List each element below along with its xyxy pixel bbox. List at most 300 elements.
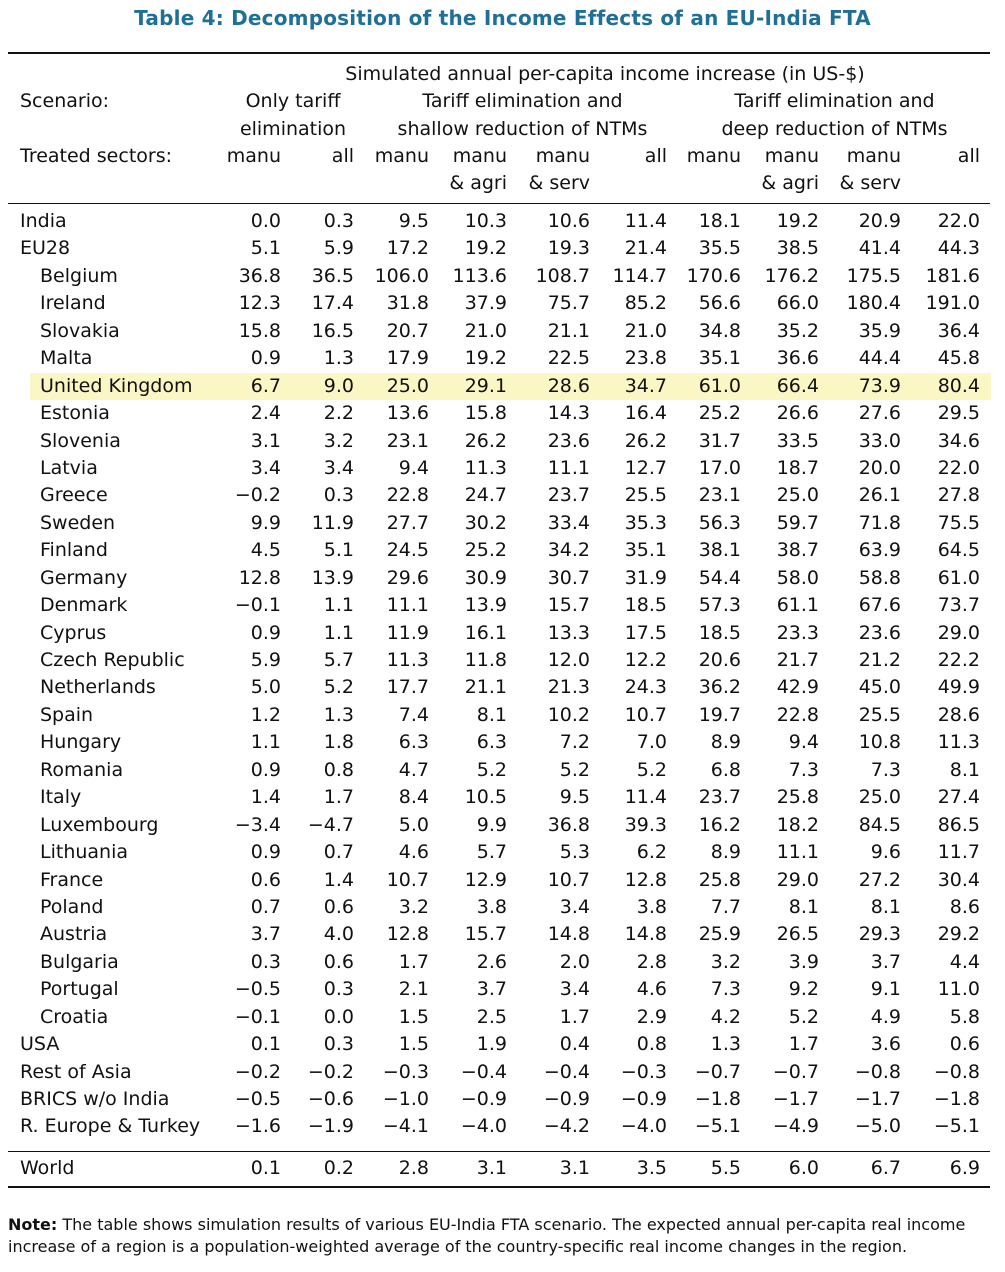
table-row [0,1059,1005,1086]
table-cell: 0.9 [250,347,281,370]
table-body [0,208,1005,1141]
table-cell: 5.2 [788,1005,819,1028]
table-cell: 25.0 [858,786,901,809]
table-cell: 11.7 [937,841,980,864]
table-cell: 4.7 [398,758,429,781]
table-cell: −0.3 [382,1060,429,1083]
table-cell: 7.3 [710,978,741,1001]
table-cell: 0.8 [636,1033,667,1056]
table-cell: 35.5 [698,237,741,260]
table-cell: −4.1 [382,1115,429,1138]
column-header: manu [374,145,429,167]
table-cell: 21.2 [858,649,901,671]
table-cell: 0.6 [949,1033,980,1056]
table-row [0,1113,1005,1140]
table-cell: 27.2 [858,868,901,891]
table-cell: 25.0 [386,374,429,397]
table-cell: 25.9 [698,923,741,946]
table-cell: −0.4 [460,1060,507,1083]
row-label: Spain [40,703,94,726]
table-cell: 29.2 [937,923,980,946]
row-label: France [40,868,104,891]
table-cell: 1.1 [250,731,281,754]
table-cell: −0.1 [234,1005,281,1028]
table-cell: 35.2 [776,319,819,342]
table-cell: 75.7 [547,292,590,315]
table-cell: 16.5 [311,319,354,342]
table-row [0,400,1005,427]
table-cell: 63.9 [858,539,901,562]
table-cell: 1.3 [710,1033,741,1056]
table-cell: −1.7 [854,1088,901,1110]
table-cell: 1.8 [323,731,354,754]
table-cell: 0.6 [323,895,354,918]
table-cell: 0.3 [250,950,281,973]
table-cell: 30.9 [464,566,507,589]
table-cell: 3.1 [250,429,281,452]
table-cell: 1.1 [323,621,354,644]
table-cell: −4.9 [772,1115,819,1138]
header-group1-line1: Only tariff [245,90,341,112]
table-cell: −4.0 [460,1115,507,1138]
table-cell: 2.1 [398,978,429,1001]
table-cell: 11.3 [386,649,429,671]
table-cell: 58.8 [858,566,901,589]
table-cell: 27.6 [858,402,901,425]
table-cell: 106.0 [374,264,429,287]
table-cell: 0.9 [250,758,281,781]
table-cell: 17.4 [311,292,354,315]
table-row [0,345,1005,372]
table-cell: 25.5 [858,703,901,726]
table-cell: 3.8 [636,895,667,918]
table-cell: −0.7 [772,1060,819,1083]
table-cell: 19.3 [547,237,590,260]
table-cell: 5.1 [323,539,354,562]
table-cell: 25.8 [698,868,741,891]
table-cell: 0.0 [323,1005,354,1028]
header-group2-line2: shallow reduction of NTMs [397,118,648,140]
table-cell: 9.5 [398,210,429,232]
table-cell: 5.2 [636,758,667,781]
table-row [0,647,1005,674]
table-row [0,757,1005,784]
table-cell: 61.1 [776,594,819,617]
column-header: manu [686,145,741,167]
row-label: Slovenia [40,429,121,452]
table-cell: 23.7 [698,786,741,809]
table-cell: 10.7 [386,868,429,891]
table-cell: 9.4 [788,731,819,754]
table-cell: 38.7 [776,539,819,562]
table-cell: 36.8 [547,813,590,836]
column-header: all [644,145,667,167]
row-label: Germany [40,566,128,589]
table-cell: 73.7 [937,594,980,617]
table-cell: 25.0 [776,484,819,507]
table-cell: 8.1 [949,758,980,781]
row-label: USA [20,1033,60,1056]
table-cell: 7.7 [710,895,741,918]
table-cell: −0.2 [234,484,281,507]
table-row [0,784,1005,811]
table-cell: −0.2 [234,1060,281,1083]
note-text: The table shows simulation results of various EU-India FTA scenario. The expected annual per-capita real income increase of a region is a population-weighted average of the country-specific real income changes in the region. [8,1215,966,1256]
table-row [0,510,1005,537]
header-rule [8,203,990,204]
table-cell: 31.7 [698,429,741,452]
table-cell: 18.7 [776,456,819,479]
bottom-rule [8,1186,990,1188]
header-group2-line1: Tariff elimination and [422,90,623,112]
table-cell: 80.4 [937,374,980,397]
table-cell: 34.7 [624,374,667,397]
table-cell: 23.7 [547,484,590,507]
table-cell: 21.3 [547,676,590,699]
table-cell: 9.6 [870,841,901,864]
table-cell: 66.0 [776,292,819,315]
table-cell: −0.8 [854,1060,901,1083]
table-cell: 6.2 [636,841,667,864]
table-cell: 6.7 [870,1157,901,1179]
table-cell: −0.5 [234,1088,281,1110]
table-cell: −3.4 [234,813,281,836]
table-cell: 11.4 [624,786,667,809]
table-cell: 8.1 [870,895,901,918]
table-cell: 75.5 [937,511,980,534]
table-cell: 5.3 [559,841,590,864]
table-cell: 21.0 [624,319,667,342]
table-cell: 41.4 [858,237,901,260]
table-cell: 36.5 [311,264,354,287]
table-cell: −0.3 [620,1060,667,1083]
table-cell: 61.0 [937,566,980,589]
table-cell: 29.0 [937,621,980,644]
note-label: Note: [8,1215,58,1234]
table-cell: 3.4 [559,895,590,918]
table-cell: 35.1 [624,539,667,562]
table-cell: 1.7 [559,1005,590,1028]
table-cell: 0.8 [323,758,354,781]
table-cell: 0.0 [250,210,281,232]
table-cell: 20.7 [386,319,429,342]
row-label: Portugal [40,978,119,1001]
table-cell: 7.3 [788,758,819,781]
row-label: Hungary [40,731,122,754]
column-header: manu [452,145,507,167]
row-label: World [20,1157,75,1179]
table-cell: 0.3 [323,1033,354,1056]
table-cell: 12.8 [624,868,667,891]
table-cell: 4.0 [323,923,354,946]
table-cell: 114.7 [612,264,667,287]
table-cell: 25.2 [464,539,507,562]
table-row [0,455,1005,482]
table-cell: −0.8 [933,1060,980,1083]
table-cell: 15.8 [238,319,281,342]
table-cell: 44.3 [937,237,980,260]
table-cell: 113.6 [452,264,507,287]
table-cell: 24.7 [464,484,507,507]
table-row [0,592,1005,619]
table-cell: 3.5 [636,1157,667,1179]
table-cell: 12.3 [238,292,281,315]
table-row [0,290,1005,317]
table-cell: 45.0 [858,676,901,699]
table-cell: 25.5 [624,484,667,507]
table-cell: 20.6 [698,649,741,671]
table-cell: 10.7 [624,703,667,726]
table-cell: 9.5 [559,786,590,809]
column-header: manu [846,145,901,167]
table-row [0,1004,1005,1031]
row-label: Sweden [40,511,116,534]
table-cell: −4.7 [307,813,354,836]
table-cell: 2.8 [398,1157,429,1179]
table-cell: 2.6 [476,950,507,973]
table-cell: 22.0 [937,210,980,232]
table-cell: 3.2 [398,895,429,918]
table-cell: 3.4 [323,456,354,479]
table-cell: 49.9 [937,676,980,699]
table-cell: 9.0 [323,374,354,397]
table-cell: −0.9 [460,1088,507,1110]
column-subheader: & serv [528,172,590,194]
table-cell: 10.7 [547,868,590,891]
table-row-highlighted [30,373,991,400]
table-cell: 10.2 [547,703,590,726]
table-cell: 5.2 [323,676,354,699]
table-cell: 35.1 [698,347,741,370]
table-cell: 5.9 [323,237,354,260]
table-cell: 3.4 [559,978,590,1001]
table-cell: 2.4 [250,402,281,425]
table-cell: 27.4 [937,786,980,809]
table-cell: 11.3 [464,456,507,479]
row-label: Netherlands [40,676,156,699]
table-cell: 6.8 [710,758,741,781]
table-cell: 6.7 [250,374,281,397]
header-treated-label: Treated sectors: [20,145,172,167]
row-label: United Kingdom [40,374,193,397]
table-cell: 42.9 [776,676,819,699]
table-cell: 14.3 [547,402,590,425]
table-row [0,318,1005,345]
table-row [0,812,1005,839]
table-cell: 5.0 [398,813,429,836]
table-cell: 16.1 [464,621,507,644]
table-cell: 45.8 [937,347,980,370]
table-cell: 5.7 [476,841,507,864]
table-cell: 11.1 [547,456,590,479]
table-cell: 66.4 [776,374,819,397]
table-cell: 0.6 [323,950,354,973]
table-cell: 12.2 [624,649,667,671]
table-cell: 12.8 [238,566,281,589]
table-row [0,1086,1005,1113]
table-cell: 5.1 [250,237,281,260]
table-cell: 7.0 [636,731,667,754]
table-cell: 5.9 [250,649,281,671]
table-cell: 15.8 [464,402,507,425]
table-row [0,839,1005,866]
table-cell: 23.1 [698,484,741,507]
row-label: BRICS w/o India [20,1088,170,1110]
table-cell: 5.0 [250,676,281,699]
row-label: Greece [40,484,108,507]
table-cell: 14.8 [624,923,667,946]
row-label: Malta [40,347,93,370]
table-cell: 54.4 [698,566,741,589]
table-cell: 10.6 [547,210,590,232]
table-cell: 5.2 [559,758,590,781]
header-group1-line2: elimination [239,118,347,140]
table-cell: 26.5 [776,923,819,946]
table-cell: 27.7 [386,511,429,534]
table-cell: 58.0 [776,566,819,589]
table-cell: 8.4 [398,786,429,809]
row-label: Estonia [40,402,110,425]
table-cell: 73.9 [858,374,901,397]
table-cell: 1.4 [323,868,354,891]
table-cell: 36.6 [776,347,819,370]
table-cell: 61.0 [698,374,741,397]
table-cell: −4.0 [620,1115,667,1138]
header-group3-line1: Tariff elimination and [734,90,935,112]
table-cell: 71.8 [858,511,901,534]
table-cell: 13.6 [386,402,429,425]
table-cell: 35.3 [624,511,667,534]
table-cell: −0.1 [234,594,281,617]
table-row [0,949,1005,976]
table-row [0,976,1005,1003]
header-group3-line2: deep reduction of NTMs [721,118,948,140]
table-cell: 1.5 [398,1005,429,1028]
table-cell: −1.0 [382,1088,429,1110]
table-cell: 15.7 [464,923,507,946]
table-cell: −5.0 [854,1115,901,1138]
table-row [0,674,1005,701]
world-rule [8,1151,990,1152]
table-cell: 175.5 [846,264,901,287]
table-cell: 8.1 [476,703,507,726]
table-cell: 23.6 [547,429,590,452]
table-cell: 0.7 [323,841,354,864]
table-row [0,894,1005,921]
table-cell: 33.0 [858,429,901,452]
column-header: manu [764,145,819,167]
table-cell: −0.6 [307,1088,354,1110]
table-cell: 15.7 [547,594,590,617]
table-cell: 12.8 [386,923,429,946]
table-cell: 1.2 [250,703,281,726]
table-cell: 3.1 [559,1157,590,1179]
row-label: Cyprus [40,621,107,644]
table-cell: 1.7 [323,786,354,809]
table-cell: 108.7 [535,264,590,287]
column-subheader: & serv [839,172,901,194]
table-cell: 34.8 [698,319,741,342]
table-cell: 1.3 [323,347,354,370]
table-cell: 28.6 [937,703,980,726]
table-cell: 67.6 [858,594,901,617]
row-label: Ireland [40,292,106,315]
table-cell: 12.0 [547,649,590,671]
table-cell: 4.2 [710,1005,741,1028]
table-cell: 84.5 [858,813,901,836]
column-header: manu [535,145,590,167]
table-cell: 12.9 [464,868,507,891]
table-cell: 23.8 [624,347,667,370]
table-cell: 14.8 [547,923,590,946]
table-cell: 18.5 [698,621,741,644]
table-cell: 7.4 [398,703,429,726]
row-label: Poland [40,895,104,918]
row-label: Finland [40,539,108,562]
table-cell: 19.7 [698,703,741,726]
table-cell: 30.2 [464,511,507,534]
row-label: EU28 [20,237,71,260]
table-row [0,263,1005,290]
column-header: all [957,145,980,167]
table-cell: 22.8 [386,484,429,507]
table-cell: 57.3 [698,594,741,617]
table-cell: 9.4 [398,456,429,479]
table-cell: 28.6 [547,374,590,397]
column-header: manu [226,145,281,167]
table-cell: 11.9 [386,621,429,644]
table-cell: 26.2 [624,429,667,452]
table-cell: 180.4 [846,292,901,315]
table-cell: 3.7 [250,923,281,946]
table-cell: 0.9 [250,841,281,864]
table-row [0,482,1005,509]
table-cell: 5.8 [949,1005,980,1028]
table-cell: 2.0 [559,950,590,973]
table-row [0,208,1005,235]
row-label: Slovakia [40,319,120,342]
table-cell: 10.5 [464,786,507,809]
table-cell: 64.5 [937,539,980,562]
row-label: Austria [40,923,108,946]
table-cell: −0.9 [543,1088,590,1110]
table-cell: −0.2 [307,1060,354,1083]
row-label: Italy [40,786,82,809]
table-cell: 0.9 [250,621,281,644]
table-row [0,620,1005,647]
table-cell: 25.2 [698,402,741,425]
table-title: Table 4: Decomposition of the Income Effects of an EU-India FTA [134,6,871,30]
table-cell: 3.1 [476,1157,507,1179]
table-cell: 86.5 [937,813,980,836]
table-cell: 31.8 [386,292,429,315]
table-cell: 10.3 [464,210,507,232]
table-cell: 4.6 [398,841,429,864]
table-cell: 19.2 [464,347,507,370]
table-row [0,729,1005,756]
table-cell: 34.6 [937,429,980,452]
row-content [0,373,1005,400]
table-cell: 176.2 [764,264,819,287]
row-label: Belgium [40,264,118,287]
table-row [0,702,1005,729]
table-cell: 9.2 [788,978,819,1001]
table-cell: 29.5 [937,402,980,425]
table-cell: 0.7 [250,895,281,918]
table-cell: 9.1 [870,978,901,1001]
table-cell: 11.0 [937,978,980,1001]
table-cell: 19.2 [464,237,507,260]
